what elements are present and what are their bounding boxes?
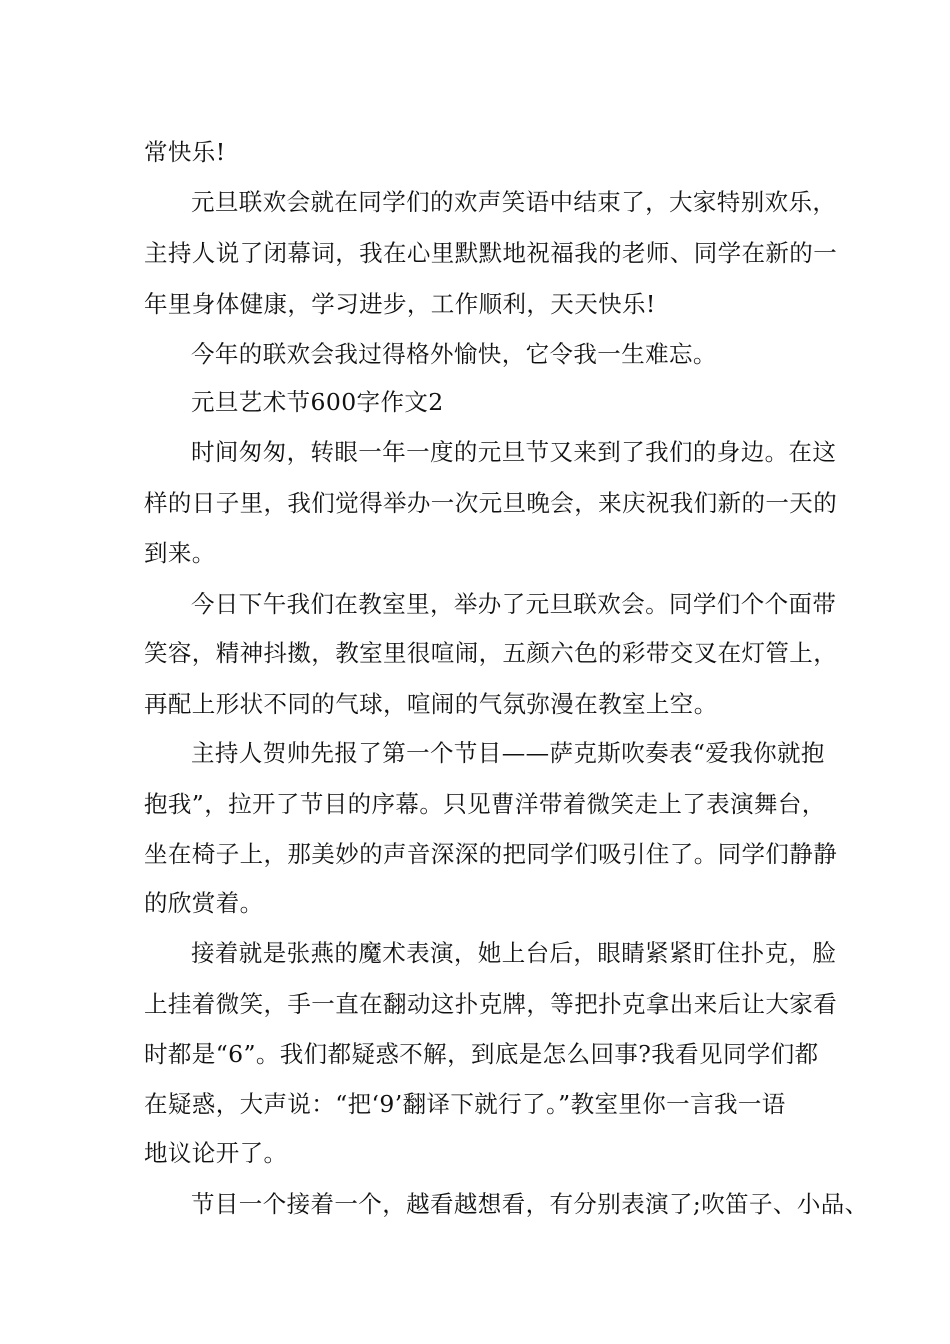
- paragraph-first-line: 今年的联欢会我过得格外愉快，它令我一生难忘。: [191, 340, 717, 368]
- paragraph-first-line: 接着就是张燕的魔术表演，她上台后，眼睛紧紧盯住扑克，脸: [191, 939, 837, 967]
- text-line: 上挂着微笑，手一直在翻动这扑克牌，等把扑克拿出来后让大家看: [144, 990, 838, 1018]
- text-line: 抱我”，拉开了节目的序幕。只见曹洋带着微笑走上了表演舞台，: [144, 790, 826, 818]
- paragraph-first-line: 主持人贺帅先报了第一个节目——萨克斯吹奏表“爱我你就抱: [191, 739, 825, 767]
- paragraph-first-line: 今日下午我们在教室里，举办了元旦联欢会。同学们个个面带: [191, 590, 837, 618]
- text-line: 笑容，精神抖擞，教室里很喧闹，五颜六色的彩带交叉在灯管上，: [144, 639, 838, 667]
- text-line: 再配上形状不同的气球，喧闹的气氛弥漫在教室上空。: [144, 690, 718, 718]
- paragraph-first-line: 节目一个接着一个，越看越想看，有分别表演了;吹笛子、小品、: [191, 1190, 869, 1218]
- text-line: 坐在椅子上，那美妙的声音深深的把同学们吸引住了。同学们静静: [144, 840, 838, 868]
- text-line: 时都是“6”。我们都疑惑不解，到底是怎么回事?我看见同学们都: [144, 1040, 819, 1068]
- text-line: 样的日子里，我们觉得举办一次元旦晚会，来庆祝我们新的一天的: [144, 489, 838, 517]
- text-line: 到来。: [144, 539, 216, 567]
- text-line: 地议论开了。: [144, 1139, 288, 1167]
- text-line: 常快乐!: [144, 138, 226, 166]
- section-heading: 元旦艺术节600字作文2: [191, 388, 444, 416]
- text-line: 在疑惑，大声说：“把‘9’翻译下就行了。”教室里你一言我一语: [144, 1090, 786, 1118]
- paragraph-first-line: 时间匆匆，转眼一年一度的元旦节又来到了我们的身边。在这: [191, 438, 837, 466]
- text-line: 主持人说了闭幕词，我在心里默默地祝福我的老师、同学在新的一: [144, 239, 838, 267]
- paragraph-first-line: 元旦联欢会就在同学们的欢声笑语中结束了，大家特别欢乐，: [191, 188, 837, 216]
- text-line: 年里身体健康，学习进步，工作顺利，天天快乐!: [144, 290, 656, 318]
- text-line: 的欣赏着。: [144, 889, 264, 917]
